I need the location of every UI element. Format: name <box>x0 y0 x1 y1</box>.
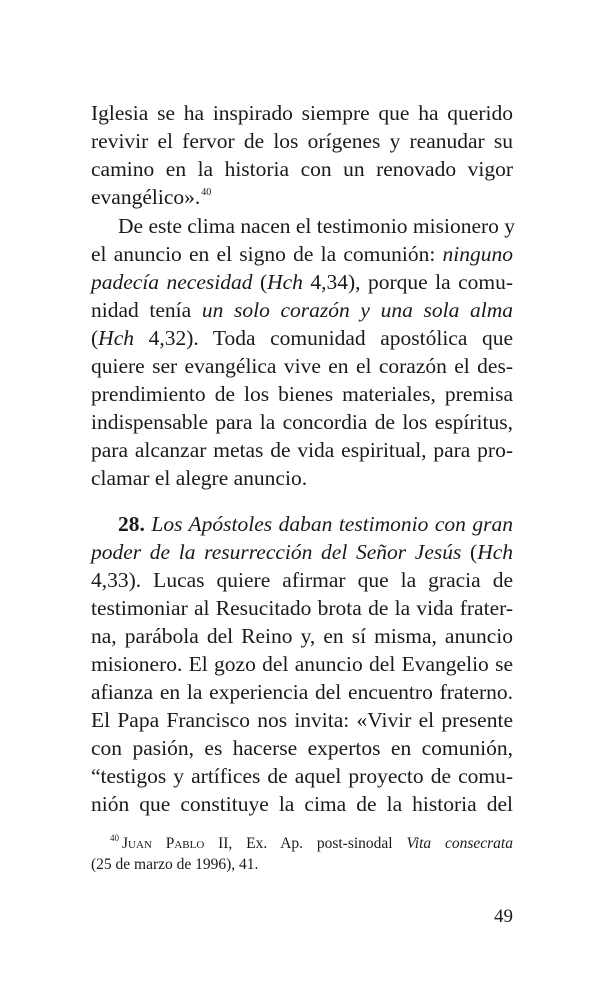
text-span: indispensable para la concordia de los espíritus, <box>91 410 513 434</box>
text-span: quiere ser evangélica vive en el corazón el des- <box>91 354 513 378</box>
text-span: na, parábola del Reino y, en sí misma, anuncio <box>91 624 513 648</box>
text-span: revivir el fervor de los orígenes y reanudar su <box>91 129 513 153</box>
footnote <box>110 834 513 855</box>
text-span: 4,32). Toda comunidad apostólica que <box>134 326 513 350</box>
text-line <box>91 763 513 789</box>
text-span: ( <box>91 326 99 350</box>
text-line <box>91 100 513 126</box>
text-span: con pasión, es hacerse expertos en comunión, <box>91 736 513 760</box>
quote-italic: padecía necesidad <box>91 270 253 294</box>
text-line <box>91 595 513 621</box>
text-line <box>91 128 513 154</box>
footnote-text: (25 de marzo de 1996), 41. <box>91 856 259 873</box>
footnote-reference[interactable]: 40 <box>201 187 212 198</box>
text-span: afianza en la experiencia del encuentro fraterno. <box>91 680 513 704</box>
text-line <box>91 184 513 215</box>
citation-book: Hch <box>477 540 514 564</box>
footnote-title: Vita consecrata <box>406 835 513 852</box>
text-span: misionero. El gozo del anuncio del Evangelio se <box>91 652 513 676</box>
text-line <box>91 791 513 817</box>
text-span: ( <box>259 270 268 294</box>
text-span: testimoniar al Resucitado brota de la vida frater- <box>91 596 513 620</box>
text-line <box>91 735 513 761</box>
text-line <box>91 465 513 491</box>
text-span: prendimiento de los bienes materiales, premisa <box>91 382 513 406</box>
footnote-mark: 40 <box>110 833 119 843</box>
text-span: nión que constituye la cima de la historia del <box>91 792 513 816</box>
text-line <box>118 511 513 537</box>
footnote-text: , Ex. Ap. post-sinodal <box>228 835 407 852</box>
text-line <box>91 156 513 182</box>
quote-italic: poder de la resurrección del Señor Jesús <box>91 540 462 564</box>
text-line <box>91 409 513 435</box>
page-number: 49 <box>494 906 513 927</box>
text-span: evangélico». <box>91 185 201 209</box>
text-line <box>91 325 513 351</box>
quote-italic: Los Apóstoles daban testimonio con gran <box>151 512 513 536</box>
text-span: “testigos y artífices de aquel proyecto de comu- <box>91 764 513 788</box>
text-line <box>91 297 513 323</box>
text-span: clamar el alegre anuncio. <box>91 466 308 490</box>
text-span: el anuncio en el signo de la comunión: <box>91 242 436 266</box>
text-span: camino en la historia con un renovado vigor <box>91 157 513 181</box>
quote-italic: ninguno <box>442 242 514 266</box>
text-line <box>118 213 516 239</box>
paragraph-number: 28. <box>118 512 145 536</box>
text-line <box>91 567 513 593</box>
text-span: De este clima nacen el testimonio misionero y <box>118 214 516 238</box>
text-span: El Papa Francisco nos invita: «Vivir el presente <box>91 708 513 732</box>
citation-book: Hch <box>267 270 303 294</box>
quote-italic: un solo corazón y una sola alma <box>201 298 513 322</box>
text-span: 4,34), porque la comu- <box>302 270 514 294</box>
text-line <box>91 679 513 705</box>
footnote-author: Juan Pablo II <box>122 835 229 852</box>
text-line <box>91 241 513 267</box>
text-span: para alcanzar metas de vida espiritual, para pro- <box>91 438 513 462</box>
text-line <box>91 539 513 565</box>
text-line <box>91 269 513 295</box>
text-line <box>91 651 513 677</box>
text-line <box>91 437 513 463</box>
footnote-line <box>91 855 513 875</box>
text-line <box>91 353 513 379</box>
text-span: Iglesia se ha inspirado siempre que ha querido <box>91 101 513 125</box>
text-line <box>91 381 513 407</box>
text-span: ( <box>470 540 478 564</box>
text-span: 4,33). Lucas quiere afirmar que la gracia de <box>91 568 513 592</box>
text-line <box>91 707 513 733</box>
text-span: nidad tenía <box>91 298 202 322</box>
text-line <box>91 623 513 649</box>
citation-book: Hch <box>98 326 134 350</box>
